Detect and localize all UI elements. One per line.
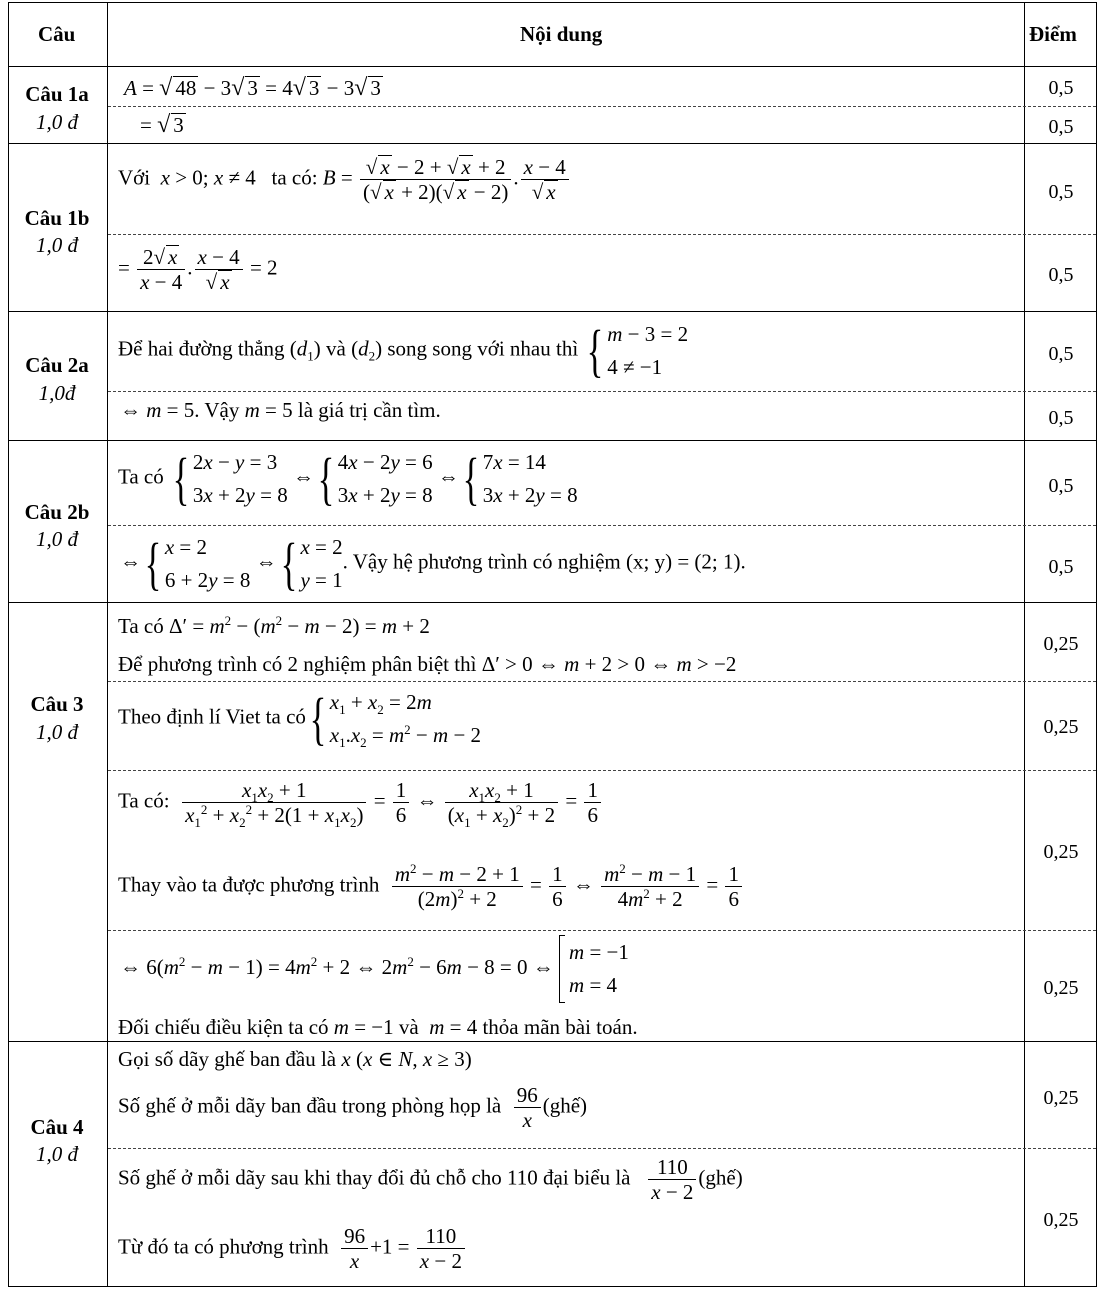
- score-3-3: 0,25: [1043, 841, 1079, 863]
- fraction: $\frac{x - 4}{√ x}$: [195, 245, 243, 294]
- formula-4-1: Gọi số dãy ghế ban đầu là x (x ∈ N, x ≥ 3): [118, 1047, 472, 1071]
- text-2b-taco: Ta có: [118, 464, 164, 489]
- question-label-2b: Câu 2b: [24, 500, 90, 524]
- sub-divider: [108, 391, 1096, 392]
- text-4-unit-2: (ghế): [698, 1165, 743, 1190]
- fraction: $\frac{1}{6}$: [725, 862, 742, 911]
- table-border-bottom: [8, 1286, 1096, 1287]
- question-points-2a: 1,0đ: [38, 381, 76, 405]
- text-3-taco: Ta có: [118, 614, 164, 638]
- formula-3-5: Thay vào ta được phương trình $\frac{m^2 - m - 2 + 1}{(2m)^2 + 2}$ = $\frac{1}{6}$ ⇔ $\frac{m^2 - m - 1}{4m^2 + 2}$ = $\frac{1}{6}$: [118, 862, 744, 911]
- question-label-2a: Câu 2a: [25, 353, 89, 377]
- text-3-taco2: Ta có:: [118, 788, 170, 813]
- question-points-4: 1,0 đ: [36, 1142, 78, 1166]
- score-2b-2: 0,5: [1048, 556, 1074, 578]
- sub-divider: [108, 770, 1096, 771]
- fraction: $\frac{96}{x}$: [341, 1224, 368, 1273]
- sub-divider: [108, 1148, 1096, 1149]
- formula-2a-1: Để hai đường thẳng $(d_1)$ và $(d_2)$ song song với nhau thì { m − 3 = 2 4 ≠ −1: [118, 317, 689, 383]
- fraction: $\frac{x_1x_2 + 1}{(x_1 + x_2)^2 + 2}$: [445, 778, 558, 827]
- text-3-subst: Thay vào ta được phương trình: [118, 872, 380, 897]
- score-1a-1: 0,5: [1048, 77, 1074, 99]
- table-border-left: [8, 2, 9, 1287]
- fraction: $\frac{2√ x}{x - 4}$: [137, 245, 185, 294]
- sub-divider: [108, 525, 1096, 526]
- sub-divider: [108, 106, 1096, 107]
- formula-1b-1: Với x > 0; x ≠ 4 ta có: B = $\frac{√ x - 2 + √ x + 2}{(√ x + 2)(√ x - 2)}$ . $\frac{x - 4}{√ x}$: [118, 155, 571, 204]
- fraction: $\frac{1}{6}$: [549, 862, 566, 911]
- formula-3-7: Đối chiếu điều kiện ta có m = −1 và m = 4 thỏa mãn bài toán.: [118, 1015, 638, 1039]
- fraction: $\frac{110}{x - 2}$: [648, 1155, 696, 1204]
- text-3-satisfy: thỏa mãn bài toán.: [482, 1015, 638, 1039]
- text-taco: ta có:: [271, 165, 318, 190]
- table-divider-question: [107, 2, 108, 1287]
- score-2a-1: 0,5: [1048, 343, 1074, 365]
- text-3-check: Đối chiếu điều kiện ta có: [118, 1015, 329, 1039]
- fraction: $\frac{m^2 - m - 2 + 1}{(2m)^2 + 2}$: [392, 862, 523, 911]
- text-4-line1: Gọi số dãy ghế ban đầu là: [118, 1047, 337, 1071]
- question-label-3: Câu 3: [30, 692, 84, 716]
- question-points-1a: 1,0 đ: [36, 110, 78, 134]
- formula-4-3: [118, 1155, 743, 1204]
- text-2a-and: và: [326, 336, 346, 361]
- question-points-1b: 1,0 đ: [36, 233, 78, 257]
- text-3-viet: Theo định lí Viet ta có: [118, 704, 306, 729]
- question-points-2b: 1,0 đ: [36, 527, 78, 551]
- text-4-line2: Số ghế ở mỗi dãy ban đầu trong phòng họp là: [118, 1093, 502, 1118]
- question-label-1b: Câu 1b: [24, 206, 90, 230]
- score-4-2: 0,25: [1043, 1209, 1079, 1231]
- text-2a-result: là giá trị cần tìm.: [297, 398, 441, 422]
- fraction: $\frac{m^2 - m - 1}{4m^2 + 2}$: [601, 862, 699, 911]
- formula-3-3: Theo định lí Viet ta có{ $x_1 + x_2 = 2m$ $x_1.x_2 = m^2 - m - 2$: [118, 685, 482, 751]
- score-1a-2: 0,5: [1048, 116, 1074, 138]
- text-2a-then: . Vậy: [194, 398, 240, 422]
- row-divider: [8, 440, 1096, 441]
- question-label-1a: Câu 1a: [25, 82, 89, 106]
- score-2b-1: 0,5: [1048, 475, 1074, 497]
- fraction: $\frac{96}{x}$: [514, 1083, 541, 1132]
- formula-1a-2: = √ 3: [140, 112, 184, 138]
- text-2a-tail: song song với nhau thì: [387, 336, 579, 361]
- sub-divider: [108, 234, 1096, 235]
- fraction: $\frac{1}{6}$: [584, 778, 601, 827]
- formula-2a-2: ⇔ m = 5. Vậy m = 5 là giá trị cần tìm.: [120, 398, 441, 422]
- question-points-3: 1,0 đ: [36, 720, 78, 744]
- formula-2b-1: Ta có { 2x − y = 3 3x + 2y = 8 ⇔{ 4x − 2y = 6 3x + 2y = 8 ⇔{ 7x = 14 3x + 2y = 8: [118, 445, 578, 511]
- sub-divider: [108, 930, 1096, 931]
- header-score: Điểm: [1029, 22, 1077, 46]
- text-3-cond: Để phương trình có 2 nghiệm phân biệt thì: [118, 652, 477, 676]
- table-border-top: [8, 2, 1096, 3]
- fraction: $\frac{√ x - 2 + √ x + 2}{(√ x + 2)(√ x - 2)}$: [360, 155, 511, 204]
- formula-4-2: [118, 1083, 587, 1132]
- fraction: $\frac{x - 4}{√ x}$: [521, 155, 569, 204]
- score-4-1: 0,25: [1043, 1087, 1079, 1109]
- formula-3-4: Ta có: $\frac{x_1x_2 + 1}{x_1^2 + x_2^2 + 2(1 + x_1x_2)}$ = $\frac{1}{6}$ ⇔ $\frac{x_1x_2 + 1}{(x_1 + x_2)^2 + 2}$ = $\frac{1}{6}$: [118, 778, 603, 827]
- row-divider: [8, 1041, 1096, 1042]
- header-question: Câu: [38, 22, 76, 46]
- formula-3-2: Để phương trình có 2 nghiệm phân biệt thì Δ′ > 0 ⇔ m + 2 > 0 ⇔ m > −2: [118, 652, 737, 676]
- text-with: Với: [118, 165, 151, 190]
- score-2a-2: 0,5: [1048, 407, 1074, 429]
- formula-4-4: Từ đó ta có phương trình $\frac{96}{x}$ +1 = $\frac{110}{x - 2}$: [118, 1224, 467, 1273]
- header-content: Nội dung: [520, 22, 603, 46]
- formula-2b-2: ⇔{ x = 2 6 + 2y = 8 ⇔{ x = 2 y = 1. Vậy hệ phương trình có nghiệm (x; y) = (2; 1).: [120, 530, 746, 596]
- fraction: $\frac{1}{6}$: [393, 778, 410, 827]
- text-2a-lead: Để hai đường thẳng: [118, 336, 285, 361]
- formula-3-6: ⇔ $6(m^2 - m - 1) = 4m^2 + 2$ ⇔ $2m^2 - 6m - 8 = 0$ ⇔ m = −1 m = 4: [120, 935, 629, 1003]
- row-divider: [8, 602, 1096, 603]
- score-1b-2: 0,5: [1048, 264, 1074, 286]
- score-3-4: 0,25: [1043, 977, 1079, 999]
- fraction: $\frac{110}{x - 2}$: [417, 1224, 465, 1273]
- text-4-line4: Từ đó ta có phương trình: [118, 1234, 329, 1259]
- row-divider: [8, 311, 1096, 312]
- question-label-4: Câu 4: [30, 1115, 84, 1139]
- formula-1a-1: A = √ 48 − 3√ 3 = 4√ 3 − 3√ 3: [124, 75, 381, 101]
- sub-divider: [108, 681, 1096, 682]
- text-4-unit: (ghế): [542, 1093, 588, 1118]
- row-divider: [8, 66, 1096, 67]
- formula-1b-2: = $\frac{2√ x}{x - 4}$ . $\frac{x - 4}{√ x}$ = 2: [118, 245, 278, 295]
- score-1b-1: 0,5: [1048, 181, 1074, 203]
- row-divider: [8, 143, 1096, 144]
- score-3-2: 0,25: [1043, 716, 1079, 738]
- fraction: $\frac{x_1x_2 + 1}{x_1^2 + x_2^2 + 2(1 + x_1x_2)}$: [182, 778, 366, 827]
- score-3-1: 0,25: [1043, 633, 1079, 655]
- text-3-and: và: [398, 1015, 419, 1039]
- formula-3-1: Ta có $\Delta' = m^2 - (m^2 - m - 2) = m + 2$: [118, 613, 430, 638]
- text-4-line3: Số ghế ở mỗi dãy sau khi thay đổi đủ chỗ cho 110 đại biểu là: [118, 1165, 631, 1190]
- text-2b-conclusion: . Vậy hệ phương trình có nghiệm: [342, 549, 621, 574]
